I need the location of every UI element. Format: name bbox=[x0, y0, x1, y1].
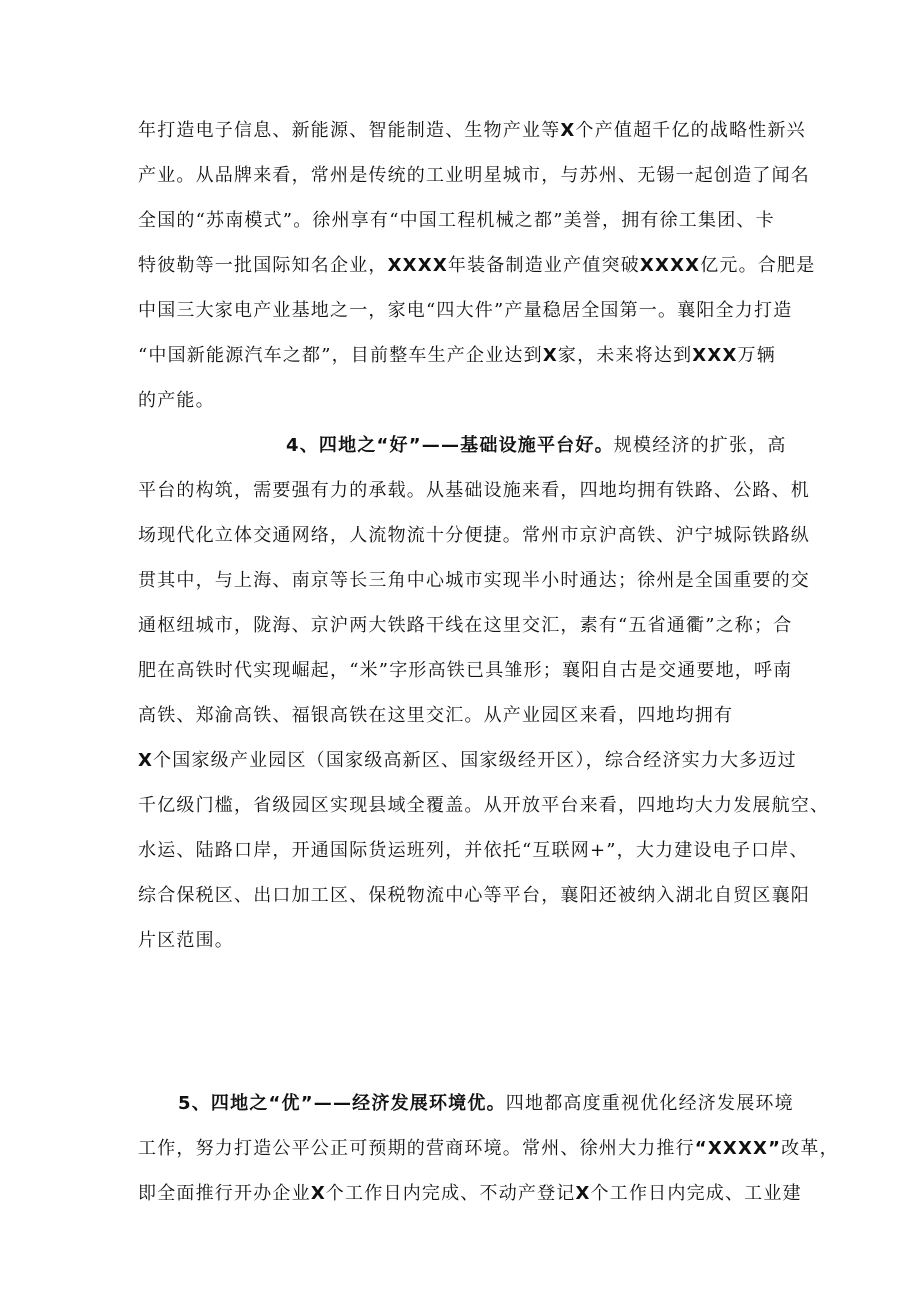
text-line: 贯其中，与上海、南京等长三角中心城市实现半小时通达；徐州是全国重要的交 bbox=[138, 570, 810, 591]
text-line: 千亿级门槛，省级园区实现县域全覆盖。从开放平台来看，四地均大力发展航空、 bbox=[138, 795, 830, 816]
text-line: 即全面推行开办企业X个工作日内完成、不动产登记X个工作日内完成、工业建 bbox=[138, 1183, 802, 1204]
section-4-first-line: 4、四地之“好”——基础设施平台好。规模经济的扩张，高 bbox=[286, 435, 787, 456]
text-line: 产业。从品牌来看，常州是传统的工业明星城市，与苏州、无锡一起创造了闻名 bbox=[138, 165, 810, 186]
text-line: “中国新能源汽车之都”，目前整车生产企业达到X家，未来将达到XXX万辆 bbox=[138, 345, 776, 366]
section-5-first-line: 5、四地之“优”——经济发展环境优。四地都高度重视优化经济发展环境 bbox=[178, 1093, 794, 1114]
text-line: 工作，努力打造公平公正可预期的营商环境。常州、徐州大力推行“XXXX”改革， bbox=[138, 1138, 839, 1159]
text-line: 水运、陆路口岸，开通国际货运班列，并依托“互联网+”，大力建设电子口岸、 bbox=[138, 840, 809, 861]
section-4-heading: 4、四地之“好”——基础设施平台好。 bbox=[286, 435, 614, 456]
text-line: 特彼勒等一批国际知名企业，XXXX年装备制造业产值突破XXXX亿元。合肥是 bbox=[138, 255, 816, 276]
text-line: 肥在高铁时代实现崛起，“米”字形高铁已具雏形；襄阳自古是交通要地，呼南 bbox=[138, 660, 793, 681]
section-5-heading: 5、四地之“优”——经济发展环境优。 bbox=[178, 1093, 506, 1114]
text-line: X个国家级产业园区（国家级高新区、国家级经开区），综合经济实力大多迈过 bbox=[138, 750, 797, 771]
text-line: 的产能。 bbox=[138, 390, 215, 411]
text-line: 场现代化立体交通网络，人流物流十分便捷。常州市京沪高铁、沪宁城际铁路纵 bbox=[138, 525, 810, 546]
text-line: 综合保税区、出口加工区、保税物流中心等平台，襄阳还被纳入湖北自贸区襄阳 bbox=[138, 885, 810, 906]
text-line: 高铁、郑渝高铁、福银高铁在这里交汇。从产业园区来看，四地均拥有 bbox=[138, 705, 734, 726]
text-line: 片区范围。 bbox=[138, 930, 234, 951]
text-line: 全国的“苏南模式”。徐州享有“中国工程机械之都”美誉，拥有徐工集团、卡 bbox=[138, 210, 775, 231]
text-line: 年打造电子信息、新能源、智能制造、生物产业等X个产值超千亿的战略性新兴 bbox=[138, 120, 806, 141]
text-line: 中国三大家电产业基地之一，家电“四大件”产量稳居全国第一。襄阳全力打造 bbox=[138, 300, 793, 321]
text-line: 通枢纽城市，陇海、京沪两大铁路干线在这里交汇，素有“五省通衢”之称；合 bbox=[138, 615, 793, 636]
text-line: 平台的构筑，需要强有力的承载。从基础设施来看，四地均拥有铁路、公路、机 bbox=[138, 480, 810, 501]
